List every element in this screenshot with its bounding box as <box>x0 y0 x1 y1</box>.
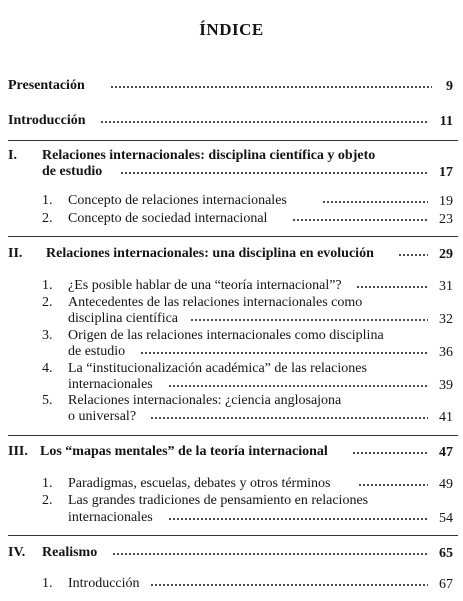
page-number: 36 <box>439 345 453 360</box>
item-number: 1. <box>42 278 53 293</box>
page-number: 29 <box>439 247 453 262</box>
page-number: 41 <box>439 410 453 425</box>
dot-leader <box>352 448 428 458</box>
page-number: 19 <box>439 194 453 209</box>
dot-leader <box>358 480 428 490</box>
chapter-title-line1: Relaciones internacionales: disciplina científica y objeto <box>42 148 376 163</box>
item-number: 1. <box>42 476 53 491</box>
page-number: 65 <box>439 546 453 561</box>
toc-title: ÍNDICE <box>199 20 264 39</box>
dot-leader <box>322 197 428 207</box>
dot-leader <box>112 549 428 559</box>
item-text-line1: Antecedentes de las relaciones internacionales como <box>68 295 363 310</box>
item-text-line2: o universal? <box>68 409 137 424</box>
item-text: Concepto de relaciones internacionales <box>68 193 287 208</box>
section-divider <box>8 236 458 237</box>
item-text-line2: disciplina científica <box>68 311 179 326</box>
item-text-line2: internacionales <box>68 510 153 525</box>
page-number: 23 <box>439 212 453 227</box>
chapter-number: II. <box>8 246 23 261</box>
item-number: 4. <box>42 361 53 376</box>
item-text: Concepto de sociedad internacional <box>68 211 268 226</box>
page-number: 67 <box>439 577 453 592</box>
page-number: 11 <box>439 114 453 129</box>
item-number: 2. <box>42 211 53 226</box>
dot-leader <box>150 413 428 423</box>
page-number: 49 <box>439 477 453 492</box>
chapter-title-line1: Relaciones internacionales: una disciplina en evolución <box>46 246 374 261</box>
item-text: Paradigmas, escuelas, debates y otros términos <box>68 476 331 491</box>
item-text: ¿Es posible hablar de una “teoría internacional”? <box>68 278 342 293</box>
dot-leader <box>140 348 428 358</box>
page-number: 9 <box>446 79 453 94</box>
item-number: 2. <box>42 295 53 310</box>
dot-leader <box>168 514 428 524</box>
item-number: 2. <box>42 493 53 508</box>
chapter-title-line1: Realismo <box>42 545 98 560</box>
item-number: 3. <box>42 328 53 343</box>
page-number: 54 <box>439 511 453 526</box>
page-number: 31 <box>439 279 453 294</box>
dot-leader <box>190 315 428 325</box>
dot-leader <box>292 215 428 225</box>
chapter-number: IV. <box>8 545 26 560</box>
dot-leader <box>398 250 428 260</box>
dot-leader <box>356 282 428 292</box>
item-text-line2: de estudio <box>68 344 126 359</box>
item-number: 1. <box>42 193 53 208</box>
page-number: 32 <box>439 312 453 327</box>
dot-leader <box>168 381 428 391</box>
dot-leader <box>100 117 428 127</box>
item-text-line2: internacionales <box>68 377 153 392</box>
page-number: 39 <box>439 378 453 393</box>
section-divider <box>8 535 458 536</box>
item-text-line1: La “institucionalización académica” de las relaciones <box>68 361 367 376</box>
section-divider <box>8 140 458 141</box>
item-text-line1: Las grandes tradiciones de pensamiento en relaciones <box>68 493 369 508</box>
chapter-number: III. <box>8 444 28 459</box>
page-number: 47 <box>439 445 453 460</box>
dot-leader <box>150 580 428 590</box>
page-number: 17 <box>439 165 453 180</box>
entry-label: Introducción <box>8 113 86 128</box>
dot-leader <box>120 168 428 178</box>
dot-leader <box>110 82 432 92</box>
chapter-title-line1: Los “mapas mentales” de la teoría internacional <box>40 444 328 459</box>
chapter-title-line2: de estudio <box>42 164 103 179</box>
section-divider <box>8 435 458 436</box>
chapter-number: I. <box>8 148 17 163</box>
item-number: 5. <box>42 393 53 408</box>
item-number: 1. <box>42 576 53 591</box>
item-text-line1: Relaciones internacionales: ¿ciencia anglosajona <box>68 393 342 408</box>
item-text: Introducción <box>68 576 140 591</box>
item-text-line1: Origen de las relaciones internacionales como disciplina <box>68 328 384 343</box>
entry-label: Presentación <box>8 78 85 93</box>
